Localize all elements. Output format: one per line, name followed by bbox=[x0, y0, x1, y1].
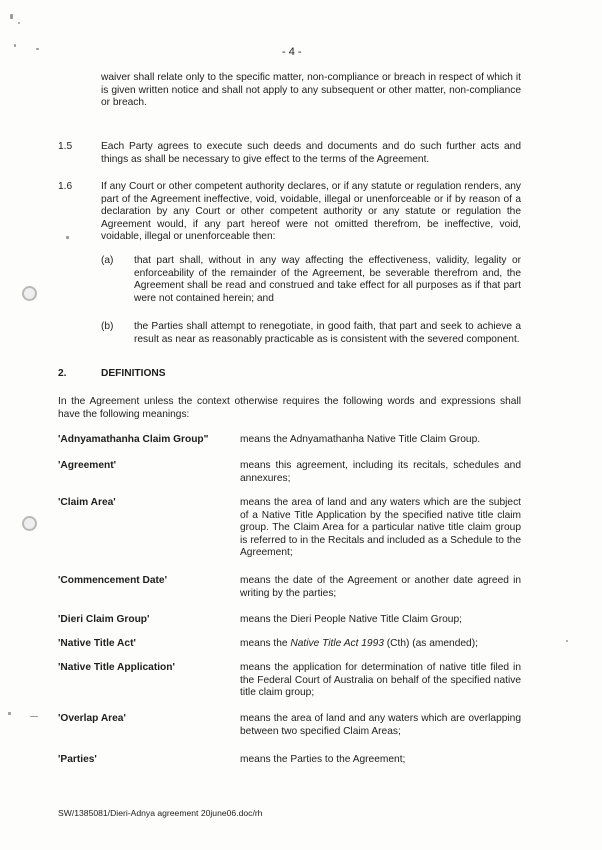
document-reference-footer: SW/1385081/Dieri-Adnya agreement 20june06.doc/rh bbox=[58, 808, 263, 818]
section-number: 2. bbox=[58, 368, 67, 379]
clause-text: If any Court or other competent authority declares, or if any statute or regulation renders, any part of the Agreement ineffective, void, voidable, illegal or unenforceable or if by reason of a declaration by any Court or other competent authority or any statute or regulation the Agreement would, if any part hereof were not omitted therefrom, be ineffective, void, voidable, illegal or unenforceable then: bbox=[101, 181, 521, 243]
definition-term: 'Native Title Act' bbox=[58, 638, 136, 649]
definition-term: 'Commencement Date' bbox=[58, 575, 168, 586]
definition-meaning: means the Dieri People Native Title Claim Group; bbox=[240, 614, 462, 625]
scan-speck bbox=[566, 640, 568, 642]
definition-meaning: means the application for determination of native title filed in the Federal Court of Australia on behalf of the specified native title claim group; bbox=[240, 662, 521, 699]
definition-meaning: means the Parties to the Agreement; bbox=[240, 754, 406, 765]
definition-meaning: means this agreement, including its recitals, schedules and annexures; bbox=[240, 460, 521, 484]
clause-number: 1.6 bbox=[58, 181, 73, 192]
definition-term: 'Native Title Application' bbox=[58, 662, 175, 673]
clause-text: Each Party agrees to execute such deeds and documents and do such further acts and things as shall be necessary to give effect to the terms of the Agreement. bbox=[101, 141, 521, 165]
subclause-text: that part shall, without in any way affecting the effectiveness, validity, legality or enforceability of the remainder of the Agreement, be severable therefrom and, the Agreement shall be read and construed and take effect for all purposes as if that part were not contained herein; and bbox=[134, 255, 521, 304]
definition-term: 'Overlap Area' bbox=[58, 713, 126, 724]
scan-speck bbox=[8, 712, 11, 715]
definition-meaning: means the area of land and any waters which are the subject of a Native Title Application by the specified native title claim group. The Claim Area for a particular native title claim group is referred to in the Recitals and included as a Schedule to the Agreement; bbox=[240, 497, 521, 559]
scan-speck bbox=[30, 716, 38, 717]
definitions-intro: In the Agreement unless the context otherwise requires the following words and expressions shall have the following meanings: bbox=[58, 396, 521, 420]
definition-term: 'Agreement' bbox=[58, 460, 117, 471]
definition-meaning: means the date of the Agreement or another date agreed in writing by the parties; bbox=[240, 575, 521, 599]
scan-speck bbox=[10, 14, 13, 19]
act-title: Native Title Act 1993 bbox=[290, 638, 384, 649]
definition-meaning: means the area of land and any waters which are overlapping between two specified Claim Areas; bbox=[240, 713, 521, 737]
scan-speck bbox=[18, 22, 20, 24]
definition-term: 'Claim Area' bbox=[58, 497, 116, 508]
subclause-text: the Parties shall attempt to renegotiate, in good faith, that part and seek to achieve a result as near as reasonably practicable as is consistent with the severed component. bbox=[134, 321, 521, 345]
meaning-prefix: means the bbox=[240, 638, 291, 649]
punch-hole-top bbox=[22, 286, 37, 301]
definition-meaning: means the Adnyamathanha Native Title Claim Group. bbox=[240, 434, 481, 445]
definition-meaning bbox=[240, 638, 521, 651]
definition-term: 'Dieri Claim Group' bbox=[58, 614, 150, 625]
clause-number: 1.5 bbox=[58, 141, 73, 152]
scan-speck bbox=[36, 48, 39, 50]
definition-term: 'Adnyamathanha Claim Group" bbox=[58, 434, 209, 445]
page-number: - 4 - bbox=[282, 46, 302, 58]
subclause-label: (b) bbox=[101, 321, 114, 332]
continuation-paragraph: waiver shall relate only to the specific matter, non-compliance or breach in respect of which it is given written notice and shall not apply to any subsequent or other matter, non-compliance or breach. bbox=[101, 72, 521, 109]
meaning-suffix: (Cth) (as amended); bbox=[383, 638, 478, 649]
punch-hole-bottom bbox=[22, 516, 37, 531]
section-heading: DEFINITIONS bbox=[101, 368, 166, 379]
definition-term: 'Parties' bbox=[58, 754, 97, 765]
subclause-label: (a) bbox=[101, 255, 114, 266]
scan-speck bbox=[66, 236, 69, 239]
scan-speck bbox=[14, 44, 16, 47]
